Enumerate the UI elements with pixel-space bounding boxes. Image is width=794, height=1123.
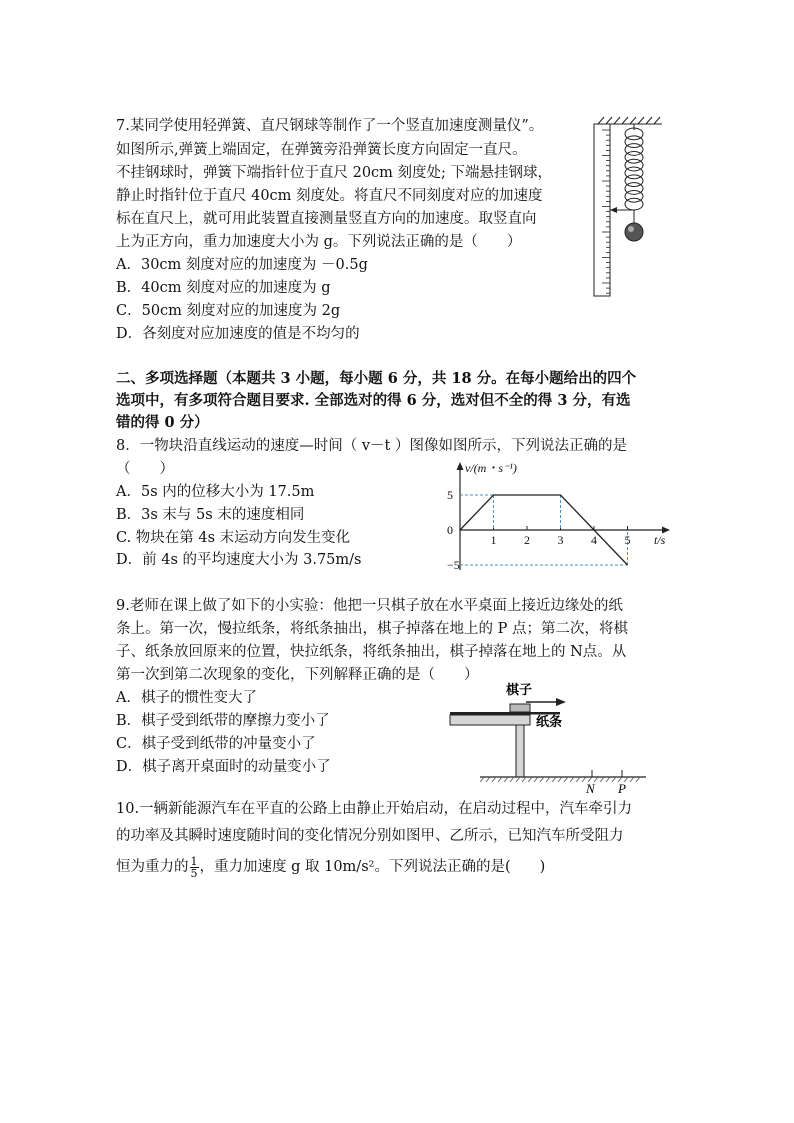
q7-line-3: 不挂钢球时，弹簧下端指针位于直尺 20cm 刻度处; 下端悬挂钢球， (116, 165, 553, 181)
q10-line-1: 10.一辆新能源汽车在平直的公路上由静止开始启动，在启动过程中，汽车牵引力 (116, 801, 633, 817)
q9-line-3: 子、纸条放回原来的位置，快拉纸条，将纸条抽出，棋子掉落在地上的 N点。从 (116, 644, 627, 660)
floor-hatch-stroke (534, 777, 538, 782)
q7-line-1: 7.某同学使用轻弹簧、直尺钢球等制作了一个竖直加速度测量仪”。 (116, 118, 544, 134)
y-tick-label: 0 (447, 523, 453, 537)
vt-chart (440, 460, 680, 580)
floor-hatch-stroke (552, 777, 556, 782)
floor-hatch-stroke (510, 777, 514, 782)
ruler (594, 124, 610, 296)
y-tick-label: 5 (447, 488, 453, 502)
floor-hatch (480, 777, 640, 782)
ball-highlight (628, 226, 634, 232)
x-tick-label: 1 (490, 533, 497, 547)
label-n: N (586, 781, 595, 796)
q10-line-3-before: 恒为重力的 (116, 859, 189, 875)
q8-option-d: D．前 4s 的平均速度大小为 3.75m/s (116, 552, 362, 568)
floor-hatch-stroke (486, 777, 490, 782)
q7-option-b: B．40cm 刻度对应的加速度为 g (116, 280, 331, 296)
q7-line-2: 如图所示,弹簧上端固定，在弹簧旁沿弹簧长度方向固定一直尺。 (116, 142, 527, 158)
floor-hatch-stroke (498, 777, 502, 782)
floor-hatch-stroke (606, 777, 610, 782)
paper-strip-label: 纸条 (536, 714, 563, 729)
q8-line-2: （ ） (116, 461, 174, 477)
floor-hatch-stroke (600, 777, 604, 782)
floor-hatch-stroke (558, 777, 562, 782)
floor-hatch-stroke (546, 777, 550, 782)
y-tick-label: −5 (447, 558, 460, 572)
y-axis-arrow (457, 462, 464, 470)
floor-hatch-stroke (636, 777, 640, 782)
chess-piece-label: 棋子 (506, 682, 533, 697)
y-axis-label: v/(m・s⁻¹) (465, 461, 517, 475)
vt-tick-labels (447, 461, 666, 572)
q8-option-a: A．5s 内的位移大小为 17.5m (116, 484, 315, 500)
x-tick-label: 5 (624, 533, 631, 547)
q9-line-2: 条上。第一次，慢拉纸条，将纸条抽出，棋子掉落在地上的 P 点；第二次，将棋 (116, 621, 628, 637)
q7-line-5: 标在直尺上，就可用此装置直接测量竖直方向的加速度。取竖直向 (116, 211, 537, 227)
label-p: P (618, 781, 626, 796)
floor-hatch-stroke (576, 777, 580, 782)
q9-line-4: 第一次到第二次现象的变化，下列解释正确的是（ ） (116, 667, 479, 683)
q10-line-2: 的功率及其瞬时速度随时间的变化情况分别如图甲、乙所示，已知汽车所受阻力 (116, 828, 624, 844)
section-2-line-3: 错的得 0 分） (116, 414, 209, 431)
floor-hatch-stroke (516, 777, 520, 782)
floor-hatch-stroke (522, 777, 526, 782)
fraction-numerator: 1 (190, 854, 198, 868)
floor-hatch-stroke (540, 777, 544, 782)
q7-line-6: 上为正方向，重力加速度大小为 g。下列说法正确的是（ ） (116, 234, 522, 250)
floor-hatch-stroke (492, 777, 496, 782)
floor-hatch-stroke (504, 777, 508, 782)
vt-axes (457, 462, 671, 570)
pointer-arrow (610, 207, 617, 213)
q7-option-d: D．各刻度对应加速度的值是不均匀的 (116, 326, 360, 342)
section-2-line-2: 选项中，有多项符合题目要求. 全部选对的得 6 分，选对但不全的得 3 分，有选 (116, 392, 631, 409)
spring-loop (625, 198, 643, 210)
x-axis-label: t/s (654, 533, 666, 547)
floor-hatch-stroke (570, 777, 574, 782)
q7-option-c: C．50cm 刻度对应的加速度为 2g (116, 303, 341, 319)
q10-line-3 (116, 853, 545, 881)
q9-option-c: C．棋子受到纸带的冲量变小了 (116, 736, 316, 752)
floor-hatch-stroke (528, 777, 532, 782)
table-leg (516, 725, 524, 777)
q7-line-4: 静止时指针位于直尺 40cm 刻度处。将直尺不同刻度对应的加速度 (116, 188, 543, 204)
q8-option-b: B．3s 末与 5s 末的速度相同 (116, 507, 305, 523)
section-2-line-1: 二、多项选择题（本题共 3 小题，每小题 6 分，共 18 分。在每小题给出的四个 (116, 370, 637, 387)
ceiling-hatch (594, 117, 662, 124)
x-tick-label: 3 (557, 533, 564, 547)
q7-option-a: A．30cm 刻度对应的加速度为 －0.5g (116, 257, 368, 273)
spring-ruler-figure (588, 116, 664, 300)
q9-option-a: A．棋子的惯性变大了 (116, 690, 257, 706)
q10-line-3-after: ，重力加速度 g 取 10m/s²。下列说法正确的是( ) (199, 859, 546, 875)
q9-option-b: B．棋子受到纸带的摩擦力变小了 (116, 713, 330, 729)
x-tick-label: 4 (591, 533, 597, 547)
chess-piece (510, 704, 530, 712)
q9-option-d: D．棋子离开桌面时的动量变小了 (116, 759, 331, 775)
floor-hatch-stroke (630, 777, 634, 782)
x-tick-label: 2 (524, 533, 530, 547)
pull-arrow-head (556, 698, 566, 706)
steel-ball (625, 223, 643, 241)
fraction-one-fifth (190, 856, 199, 879)
floor-hatch-stroke (480, 777, 484, 782)
fraction-denominator: 5 (190, 866, 198, 880)
q8-option-c: C. 物块在第 4s 末运动方向发生变化 (116, 530, 351, 546)
q8-line-1: 8．一物块沿直线运动的速度—时间（ v－t ）图像如图所示，下列说法正确的是 (116, 438, 627, 454)
q9-line-1: 9.老师在课上做了如下的小实验：他把一只棋子放在水平桌面上接近边缘处的纸 (116, 598, 623, 614)
spring-coil (625, 124, 643, 210)
table-top (450, 715, 530, 725)
floor-hatch-stroke (612, 777, 616, 782)
chess-table-figure (446, 680, 652, 800)
floor-hatch-stroke (564, 777, 568, 782)
